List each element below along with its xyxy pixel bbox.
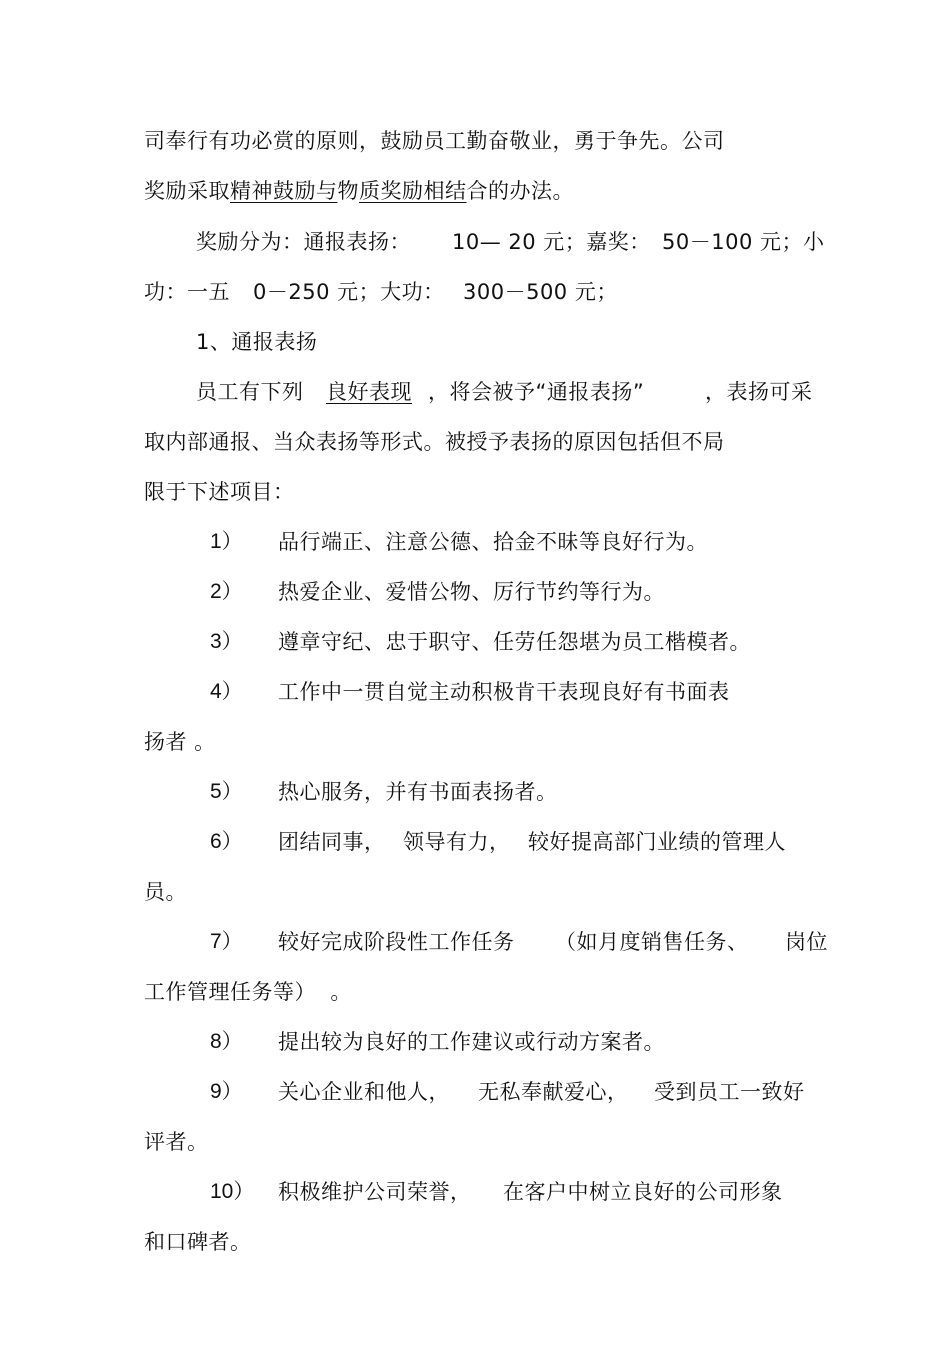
list-item: 积极维护公司荣誉， (278, 1180, 472, 1204)
list-item-continuation: 扬者 。 (144, 730, 216, 754)
list-item: 关心企业和他人， (278, 1080, 450, 1104)
list-item-continuation: 工作管理任务等） 。 (144, 980, 352, 1004)
underlined-phrase: 精神鼓励与 (230, 179, 338, 203)
intro-line-1: 司奉行有功必赏的原则，鼓励员工勤奋敬业，勇于争先。公司 (144, 129, 725, 153)
list-item: 较好完成阶段性工作任务 (278, 930, 515, 954)
list-item: 品行端正、注意公德、拾金不昧等良好行为。 (278, 530, 708, 554)
list-item: 受到员工一致好 (654, 1080, 805, 1104)
list-item: 领导有力， (403, 830, 511, 854)
section-text: 员工有下列 (196, 380, 304, 404)
item-number: 7） (210, 930, 243, 953)
awards-commendation: 10— 20 元；嘉奖： (452, 230, 651, 254)
list-item: 无私奉献爱心， (478, 1080, 629, 1104)
item-number: 4） (210, 680, 243, 703)
item-number: 9） (210, 1080, 243, 1103)
section-text: ，表扬可采 (705, 380, 813, 404)
list-item: （如月度销售任务、 (555, 930, 749, 954)
item-number: 2） (210, 580, 243, 603)
list-item: 工作中一贯自觉主动积极肯干表现良好有书面表 (278, 680, 730, 704)
intro-text: 奖励采取 (144, 179, 230, 203)
list-item: 遵章守纪、忠于职守、任劳任怨堪为员工楷模者。 (278, 630, 751, 654)
awards-praise: 50－100 元；小 (662, 230, 825, 254)
intro-text: 合的办法。 (466, 179, 574, 203)
item-number: 3） (210, 630, 243, 653)
item-number: 5） (210, 780, 243, 803)
list-item-continuation: 员。 (144, 880, 187, 904)
awards-label: 奖励分为：通报表扬： (196, 230, 411, 254)
list-item-continuation: 和口碑者。 (144, 1230, 252, 1254)
item-number: 1） (210, 530, 243, 553)
intro-text: 物 (337, 179, 359, 203)
list-item: 在客户中树立良好的公司形象 (503, 1180, 783, 1204)
underlined-phrase: 良好表现 (326, 380, 412, 404)
item-number: 8） (210, 1030, 243, 1053)
section-text: 取内部通报、当众表扬等形式。被授予表扬的原因包括但不局 (144, 430, 725, 454)
awards-major-amount: 300－500 元； (463, 280, 618, 304)
list-item-continuation: 评者。 (144, 1130, 209, 1154)
list-item: 岗位 (785, 930, 828, 954)
list-item: 热爱企业、爱惜公物、厉行节约等行为。 (278, 580, 665, 604)
item-number: 10） (210, 1180, 255, 1203)
list-item: 提出较为良好的工作建议或行动方案者。 (278, 1030, 665, 1054)
section-text: 限于下述项目： (144, 480, 295, 504)
item-number: 6） (210, 830, 243, 853)
underlined-phrase: 质奖励相结 (359, 179, 467, 203)
section-heading: 1、通报表扬 (196, 330, 318, 354)
awards-minor-amount: 0－250 元；大功： (253, 280, 445, 304)
awards-minor-merit: 功：一五 (144, 280, 230, 304)
list-item: 热心服务，并有书面表扬者。 (278, 780, 558, 804)
list-item: 较好提高部门业绩的管理人 (528, 830, 786, 854)
section-text: ，将会被予“通报表扬” (428, 380, 645, 404)
list-item: 团结同事， (278, 830, 386, 854)
intro-line-2 (144, 177, 574, 205)
